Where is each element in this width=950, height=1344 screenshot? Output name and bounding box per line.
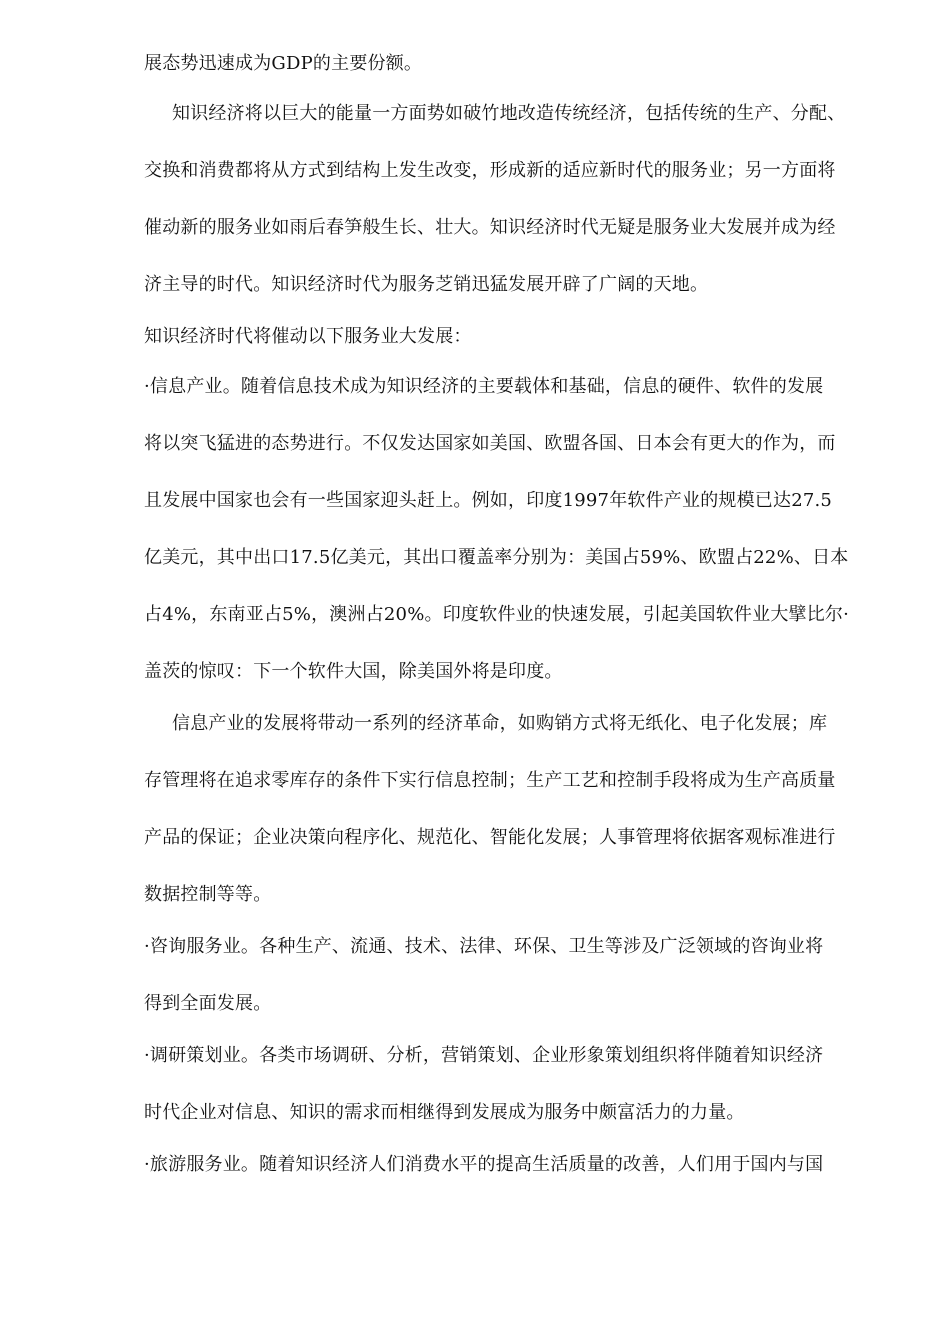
text-line: 济主导的时代。知识经济时代为服务芝销迅猛发展开辟了广阔的天地。 — [144, 274, 709, 295]
text-line: 催动新的服务业如雨后春笋般生长、壮大。知识经济时代无疑是服务业大发展并成为经 — [144, 217, 836, 238]
text-line: ·咨询服务业。各种生产、流通、技术、法律、环保、卫生等涉及广泛领域的咨询业将 — [144, 936, 824, 957]
text-line: 知识经济将以巨大的能量一方面势如破竹地改造传统经济，包括传统的生产、分配、 — [172, 103, 846, 124]
text-line: 展态势迅速成为GDP的主要份额。 — [144, 53, 423, 74]
text-line: ·旅游服务业。随着知识经济人们消费水平的提高生活质量的改善，人们用于国内与国 — [144, 1154, 824, 1175]
text-line: 数据控制等等。 — [144, 884, 272, 905]
text-line: 亿美元，其中出口17.5亿美元，其出口覆盖率分别为：美国占59%、欧盟占22%、日本 — [144, 547, 849, 568]
text-line: 知识经济时代将催动以下服务业大发展： — [144, 326, 472, 347]
text-line: 盖茨的惊叹：下一个软件大国，除美国外将是印度。 — [144, 661, 563, 682]
text-line: 占4%，东南亚占5%，澳洲占20%。印度软件业的快速发展，引起美国软件业大擘比尔· — [144, 604, 850, 625]
text-line: 将以突飞猛进的态势进行。不仅发达国家如美国、欧盟各国、日本会有更大的作为，而 — [144, 433, 836, 454]
text-line: 交换和消费都将从方式到结构上发生改变，形成新的适应新时代的服务业；另一方面将 — [144, 160, 836, 181]
text-line: ·调研策划业。各类市场调研、分析，营销策划、企业形象策划组织将伴随着知识经济 — [144, 1045, 824, 1066]
text-line: 存管理将在追求零库存的条件下实行信息控制；生产工艺和控制手段将成为生产高质量 — [144, 770, 836, 791]
text-line: ·信息产业。随着信息技术成为知识经济的主要载体和基础，信息的硬件、软件的发展 — [144, 376, 824, 397]
text-line: 时代企业对信息、知识的需求而相继得到发展成为服务中颇富活力的力量。 — [144, 1102, 745, 1123]
text-line: 信息产业的发展将带动一系列的经济革命，如购销方式将无纸化、电子化发展；库 — [172, 713, 828, 734]
text-line: 得到全面发展。 — [144, 993, 272, 1014]
text-line: 且发展中国家也会有一些国家迎头赶上。例如，印度1997年软件产业的规模已达27.5 — [144, 490, 833, 511]
text-line: 产品的保证；企业决策向程序化、规范化、智能化发展；人事管理将依据客观标准进行 — [144, 827, 836, 848]
